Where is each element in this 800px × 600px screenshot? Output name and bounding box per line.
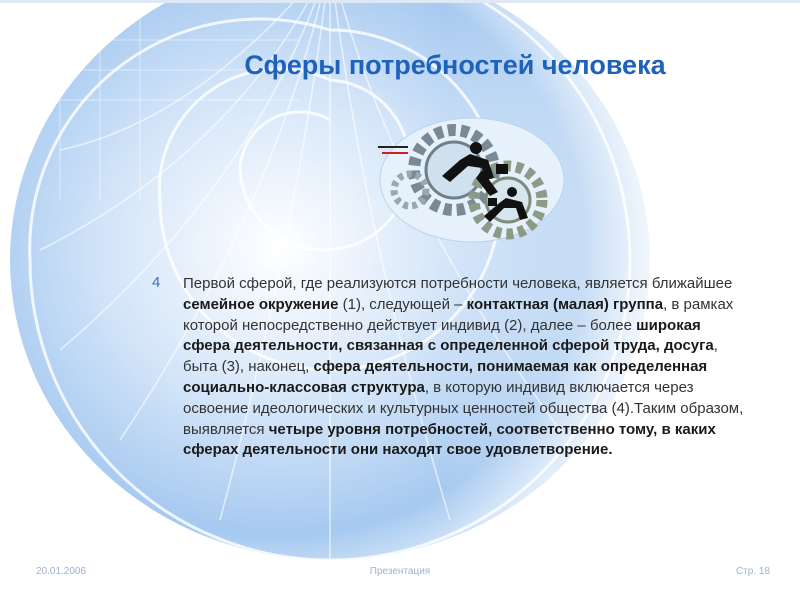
emphasis-text: широкая сфера деятельности, связанная с определенной сферой труда, досуга [183,316,714,355]
footer-presentation-label: Презентация [369,566,431,577]
paragraph-text: Первой сферой, где реализуются потребности человека, является ближайшее [183,275,733,292]
content-block [152,274,752,461]
paragraph-text: , в рамках которой непосредственно действует индивид (2), далее – более [183,295,734,334]
emphasis-text: четыре уровня потребностей, соответственно тому, в каких сферах деятельности они находят свое удовлетворение. [183,420,716,459]
footer-date: 20.01.2006 [36,566,87,577]
bullet-marker: 4 [152,274,161,291]
body-paragraph [183,274,752,461]
footer-page-number: Стр. 18 [735,566,770,577]
emphasis-text: семейное окружение [183,295,339,313]
slide-title: Сферы потребностей человека [244,50,666,80]
emphasis-text: сфера деятельности, понимаемая как определенная социально-классовая структура [183,358,708,396]
paragraph-text: , в которую индивид включается через освоение идеологических и культурных ценностей общества (4).Таким образом, выявляется [183,378,744,438]
paragraph-text: (1), следующей – [338,295,467,313]
businessmen-gears-illustration [372,108,564,250]
paragraph-text: , быта (3), наконец, [183,337,718,376]
emphasis-text: контактная (малая) группа [466,295,664,313]
